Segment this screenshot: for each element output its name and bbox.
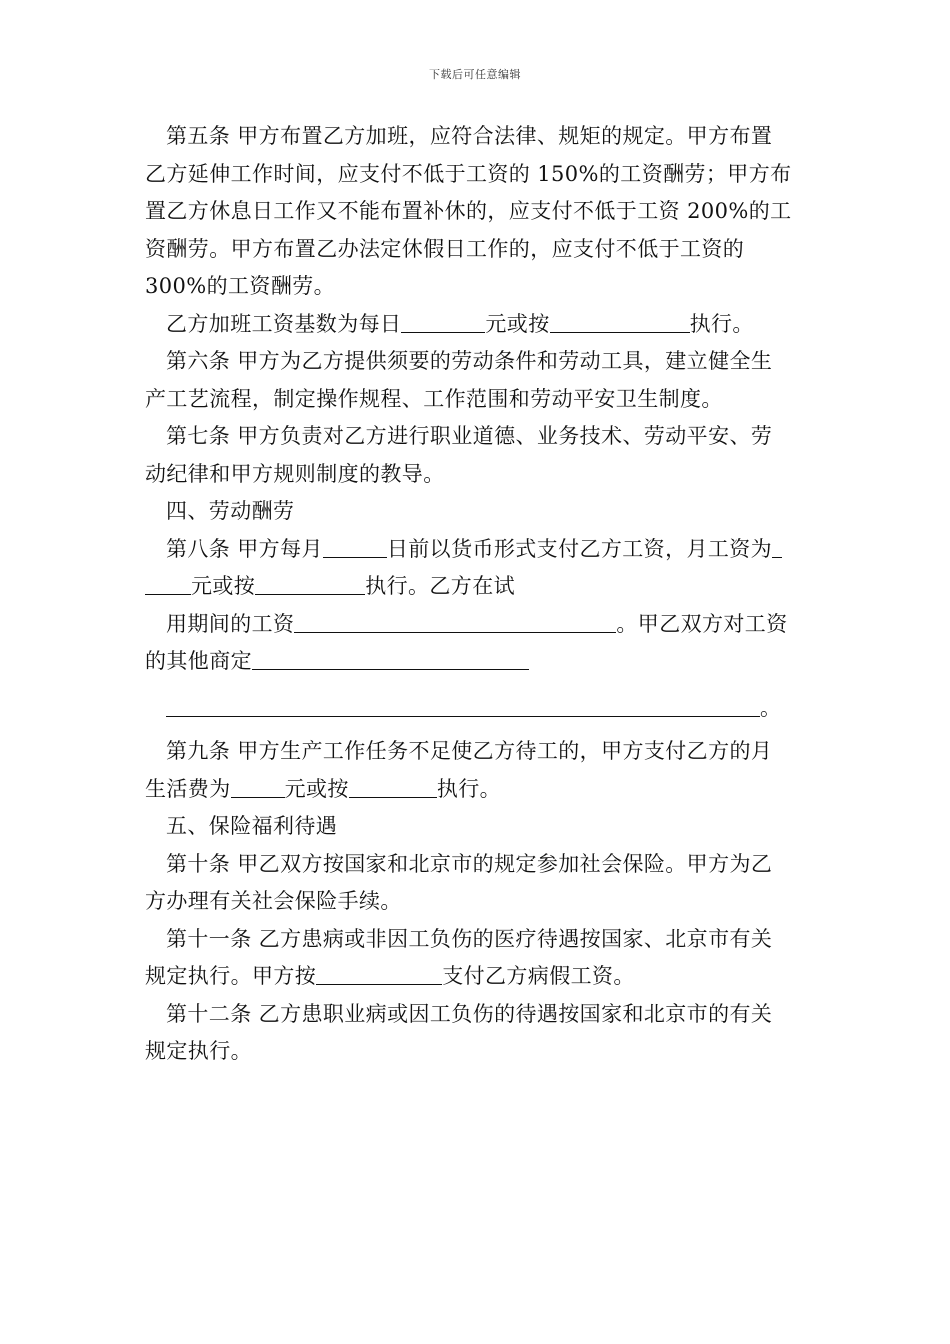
article-7-line: 第七条 甲方负责对乙方进行职业道德、业务技术、劳动平安、劳	[166, 424, 773, 448]
article-11-line: 第十一条 乙方患病或非因工负伤的医疗待遇按国家、北京市有关	[166, 926, 773, 951]
article-5-line: 置乙方休息日工作又不能布置补休的，应支付不低于工资 200%的工	[145, 199, 792, 223]
header-note: 下载后可任意编辑	[429, 68, 521, 81]
blank-monthly-wage[interactable]	[772, 537, 782, 558]
article-8-text: 用期间的工资	[166, 611, 295, 636]
article-9-text: 生活费为	[145, 776, 231, 801]
article-12-line: 第十二条 乙方患职业病或因工负伤的待遇按国家和北京市的有关	[166, 1001, 773, 1026]
overtime-base-line	[145, 306, 810, 344]
overtime-text: 元或按	[485, 311, 550, 336]
article-8-text: 。	[760, 695, 782, 720]
article-8-line	[145, 681, 810, 728]
article-8-text: 的其他商定	[145, 649, 252, 673]
section-title: 四、劳动酬劳	[166, 499, 295, 523]
blank-monthly-wage-cont[interactable]	[145, 574, 191, 595]
article-5-line: 乙方延伸工作时间，应支付不低于工资的 150%的工资酬劳；甲方布	[145, 161, 792, 186]
article-8-line	[145, 606, 810, 644]
blank-allowance-basis[interactable]	[349, 777, 437, 798]
article-10	[145, 846, 810, 921]
article-5-line: 300%的工资酬劳。	[145, 274, 336, 298]
blank-living-allowance[interactable]	[231, 777, 285, 798]
article-8-text: 执行。乙方在试	[365, 574, 516, 598]
article-9	[145, 733, 810, 808]
document-body	[145, 118, 810, 1071]
blank-daily-amount[interactable]	[401, 312, 485, 333]
article-6-line: 产工艺流程，制定操作规程、工作范围和劳动平安卫生制度。	[145, 386, 723, 411]
article-5-line: 第五条 甲方布置乙方加班，应符合法律、规矩的规定。甲方布置	[166, 124, 773, 148]
article-8-line	[145, 568, 810, 606]
article-6	[145, 343, 810, 418]
article-8-line	[145, 531, 810, 569]
blank-other-agreement[interactable]	[252, 649, 529, 670]
blank-overtime-basis[interactable]	[550, 312, 690, 333]
article-11	[145, 921, 810, 996]
article-5-line: 资酬劳。甲方布置乙办法定休假日工作的，应支付不低于工资的	[145, 236, 745, 261]
article-8-text: 日前以货币形式支付乙方工资，月工资为	[386, 536, 773, 561]
article-8-text: 。甲乙双方对工资	[616, 611, 788, 636]
blank-pay-day[interactable]	[323, 537, 387, 558]
article-8-line	[145, 643, 810, 681]
article-12	[145, 996, 810, 1071]
article-11-text: 支付乙方病假工资。	[442, 964, 635, 988]
article-8	[145, 531, 810, 728]
blank-probation-wage[interactable]	[294, 612, 616, 633]
article-5	[145, 118, 810, 306]
article-9-line: 第九条 甲方生产工作任务不足使乙方待工的，甲方支付乙方的月	[166, 739, 773, 763]
blank-other-agreement-cont[interactable]	[166, 696, 760, 717]
section-title: 五、保险福利待遇	[166, 814, 338, 838]
article-9-text: 元或按	[284, 776, 349, 801]
article-8-text: 元或按	[191, 574, 256, 598]
article-9-line	[145, 771, 810, 809]
article-6-line: 第六条 甲方为乙方提供须要的劳动条件和劳动工具，建立健全生	[166, 349, 773, 373]
blank-sick-pay-basis[interactable]	[316, 964, 442, 985]
article-7	[145, 418, 810, 493]
article-11-text: 规定执行。甲方按	[145, 964, 317, 988]
article-7-line: 动纪律和甲方规则制度的教导。	[145, 461, 445, 486]
overtime-text: 乙方加班工资基数为每日	[166, 311, 402, 336]
article-11-line	[145, 958, 810, 996]
article-10-line: 方办理有关社会保险手续。	[145, 889, 402, 913]
blank-wage-basis[interactable]	[255, 574, 365, 595]
article-8-text: 第八条 甲方每月	[166, 536, 323, 561]
article-10-line: 第十条 甲乙双方按国家和北京市的规定参加社会保险。甲方为乙	[166, 851, 773, 876]
article-9-text: 执行。	[436, 776, 502, 801]
overtime-text: 执行。	[689, 311, 754, 336]
article-12-line: 规定执行。	[145, 1039, 252, 1063]
